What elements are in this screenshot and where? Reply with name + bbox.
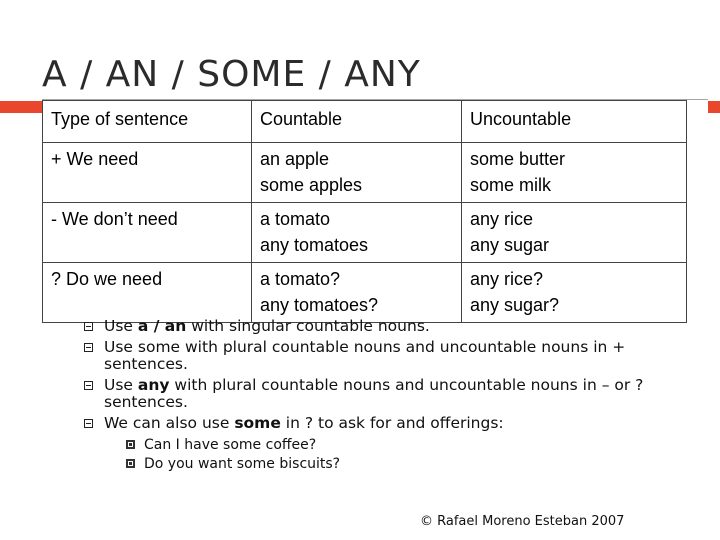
cell-line: any sugar <box>470 235 550 255</box>
copyright-credit: © Rafael Moreno Esteban 2007 <box>420 514 625 529</box>
note-emphasis: some <box>234 414 281 432</box>
note-text-part: with singular countable nouns. <box>186 317 430 335</box>
note-text <box>104 376 643 411</box>
header-uncountable: Uncountable <box>462 101 687 143</box>
countable-cell <box>252 203 462 263</box>
bullet-box-icon <box>84 419 93 428</box>
uncountable-cell <box>462 143 687 203</box>
accent-bar-left <box>0 101 42 113</box>
example-text: Do you want some biscuits? <box>144 456 341 472</box>
rules-list <box>84 318 684 478</box>
list-item <box>84 415 684 474</box>
header-countable: Countable <box>252 101 462 143</box>
note-emphasis: any <box>137 376 170 394</box>
row-type-cell: ? Do we need <box>43 263 252 323</box>
square-bullet-icon <box>126 440 135 449</box>
note-text-part: Use <box>104 376 138 394</box>
list-item <box>84 318 684 335</box>
note-text <box>104 414 504 432</box>
row-type-cell: + We need <box>43 143 252 203</box>
uncountable-cell <box>462 263 687 323</box>
bullet-box-icon <box>84 343 93 352</box>
square-bullet-icon <box>126 459 135 468</box>
countable-cell <box>252 263 462 323</box>
list-item <box>126 436 684 455</box>
countable-cell <box>252 143 462 203</box>
uncountable-cell <box>462 203 687 263</box>
table-header-row <box>43 101 687 143</box>
cell-line: some butter <box>470 149 566 169</box>
list-item <box>84 377 684 411</box>
row-type-cell: - We don’t need <box>43 203 252 263</box>
accent-bar-right <box>708 101 720 113</box>
note-text <box>104 317 430 335</box>
cell-line: an apple <box>260 149 330 169</box>
bullet-box-icon <box>84 322 93 331</box>
cell-line: any tomatoes <box>260 235 369 255</box>
cell-line: any rice <box>470 209 534 229</box>
table-row <box>43 203 687 263</box>
note-text-part: We can also use <box>104 414 235 432</box>
bullet-box-icon <box>84 381 93 390</box>
list-item <box>84 339 684 373</box>
example-text: Can I have some coffee? <box>144 437 317 453</box>
cell-line: a tomato? <box>260 269 341 289</box>
note-text-part: Use <box>104 317 138 335</box>
cell-line: some apples <box>260 175 363 195</box>
examples-list <box>126 436 684 474</box>
note-text-part: in ? to ask for and offerings: <box>280 414 504 432</box>
note-emphasis: a / an <box>137 317 187 335</box>
list-item <box>126 455 684 474</box>
cell-line: any tomatoes? <box>260 295 379 315</box>
cell-line: any rice? <box>470 269 544 289</box>
table-row <box>43 263 687 323</box>
table-row <box>43 143 687 203</box>
cell-line: a tomato <box>260 209 331 229</box>
page-title: A / AN / SOME / ANY <box>42 54 421 95</box>
cell-line: some milk <box>470 175 552 195</box>
note-text: Use some with plural countable nouns and uncountable nouns in + sentences. <box>104 338 626 373</box>
cell-line: any sugar? <box>470 295 560 315</box>
header-type: Type of sentence <box>43 101 252 143</box>
note-text-part: with plural countable nouns and uncountable nouns in – or ? sentences. <box>104 376 644 411</box>
grammar-table <box>42 100 687 323</box>
